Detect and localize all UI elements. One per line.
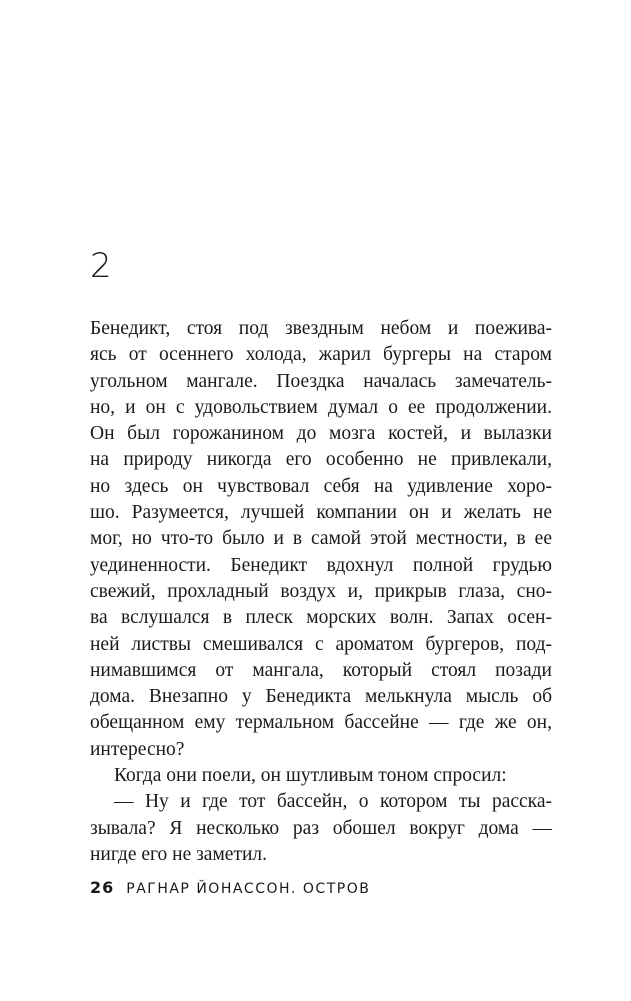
text-line: ва вслушался в плеск морских волн. Запах осен- [90, 607, 552, 629]
text-line: Бенедикт, стоя под звездным небом и поежива- [90, 318, 552, 339]
text-line: угольном мангале. Поездка началась замечатель- [90, 370, 552, 392]
text-line: но здесь он чувствовал себя на удивление хоро- [90, 475, 552, 497]
text-line: свежий, прохладный воздух и, прикрыв глаза, сно- [90, 580, 552, 602]
text-line: нигде его не заметил. [90, 843, 268, 865]
text-line: ней листвы смешивался с ароматом бургеров, под- [90, 633, 552, 655]
text-line: зывала? Я несколько раз обошел вокруг дома — [90, 817, 552, 839]
chapter-body-text [90, 316, 552, 868]
text-line: дома. Внезапно у Бенедикта мелькнула мысль об [90, 686, 552, 708]
text-line: но, и он с удовольствием думал о ее продолжении. [90, 396, 552, 418]
text-line: уединенности. Бенедикт вдохнул полной грудью [90, 554, 552, 576]
text-line: на природу никогда его особенно не привлекали, [90, 449, 552, 471]
text-line: Когда они поели, он шутливым тоном спросил: [114, 765, 507, 787]
text-line: обещанном ему термальном бассейне — где же он, [90, 712, 552, 734]
text-line: интересно? [90, 738, 185, 760]
text-line: ясь от осеннего холода, жарил бургеры на старом [90, 344, 552, 366]
text-line: — Ну и где тот бассейн, о котором ты расска- [114, 791, 552, 813]
page-number: 26 [90, 878, 115, 897]
text-line: шо. Разумеется, лучшей компании он и желать не [90, 502, 552, 524]
text-line: Он был горожанином до мозга костей, и вылазки [90, 423, 552, 445]
page-footer [90, 878, 370, 898]
running-title: РАГНАР ЙОНАССОН. ОСТРОВ [126, 881, 371, 897]
text-line: мог, но что-то было и в самой этой местности, в ее [90, 528, 552, 550]
text-line: нимавшимся от мангала, который стоял позади [90, 659, 552, 681]
chapter-number: 2 [90, 246, 112, 286]
